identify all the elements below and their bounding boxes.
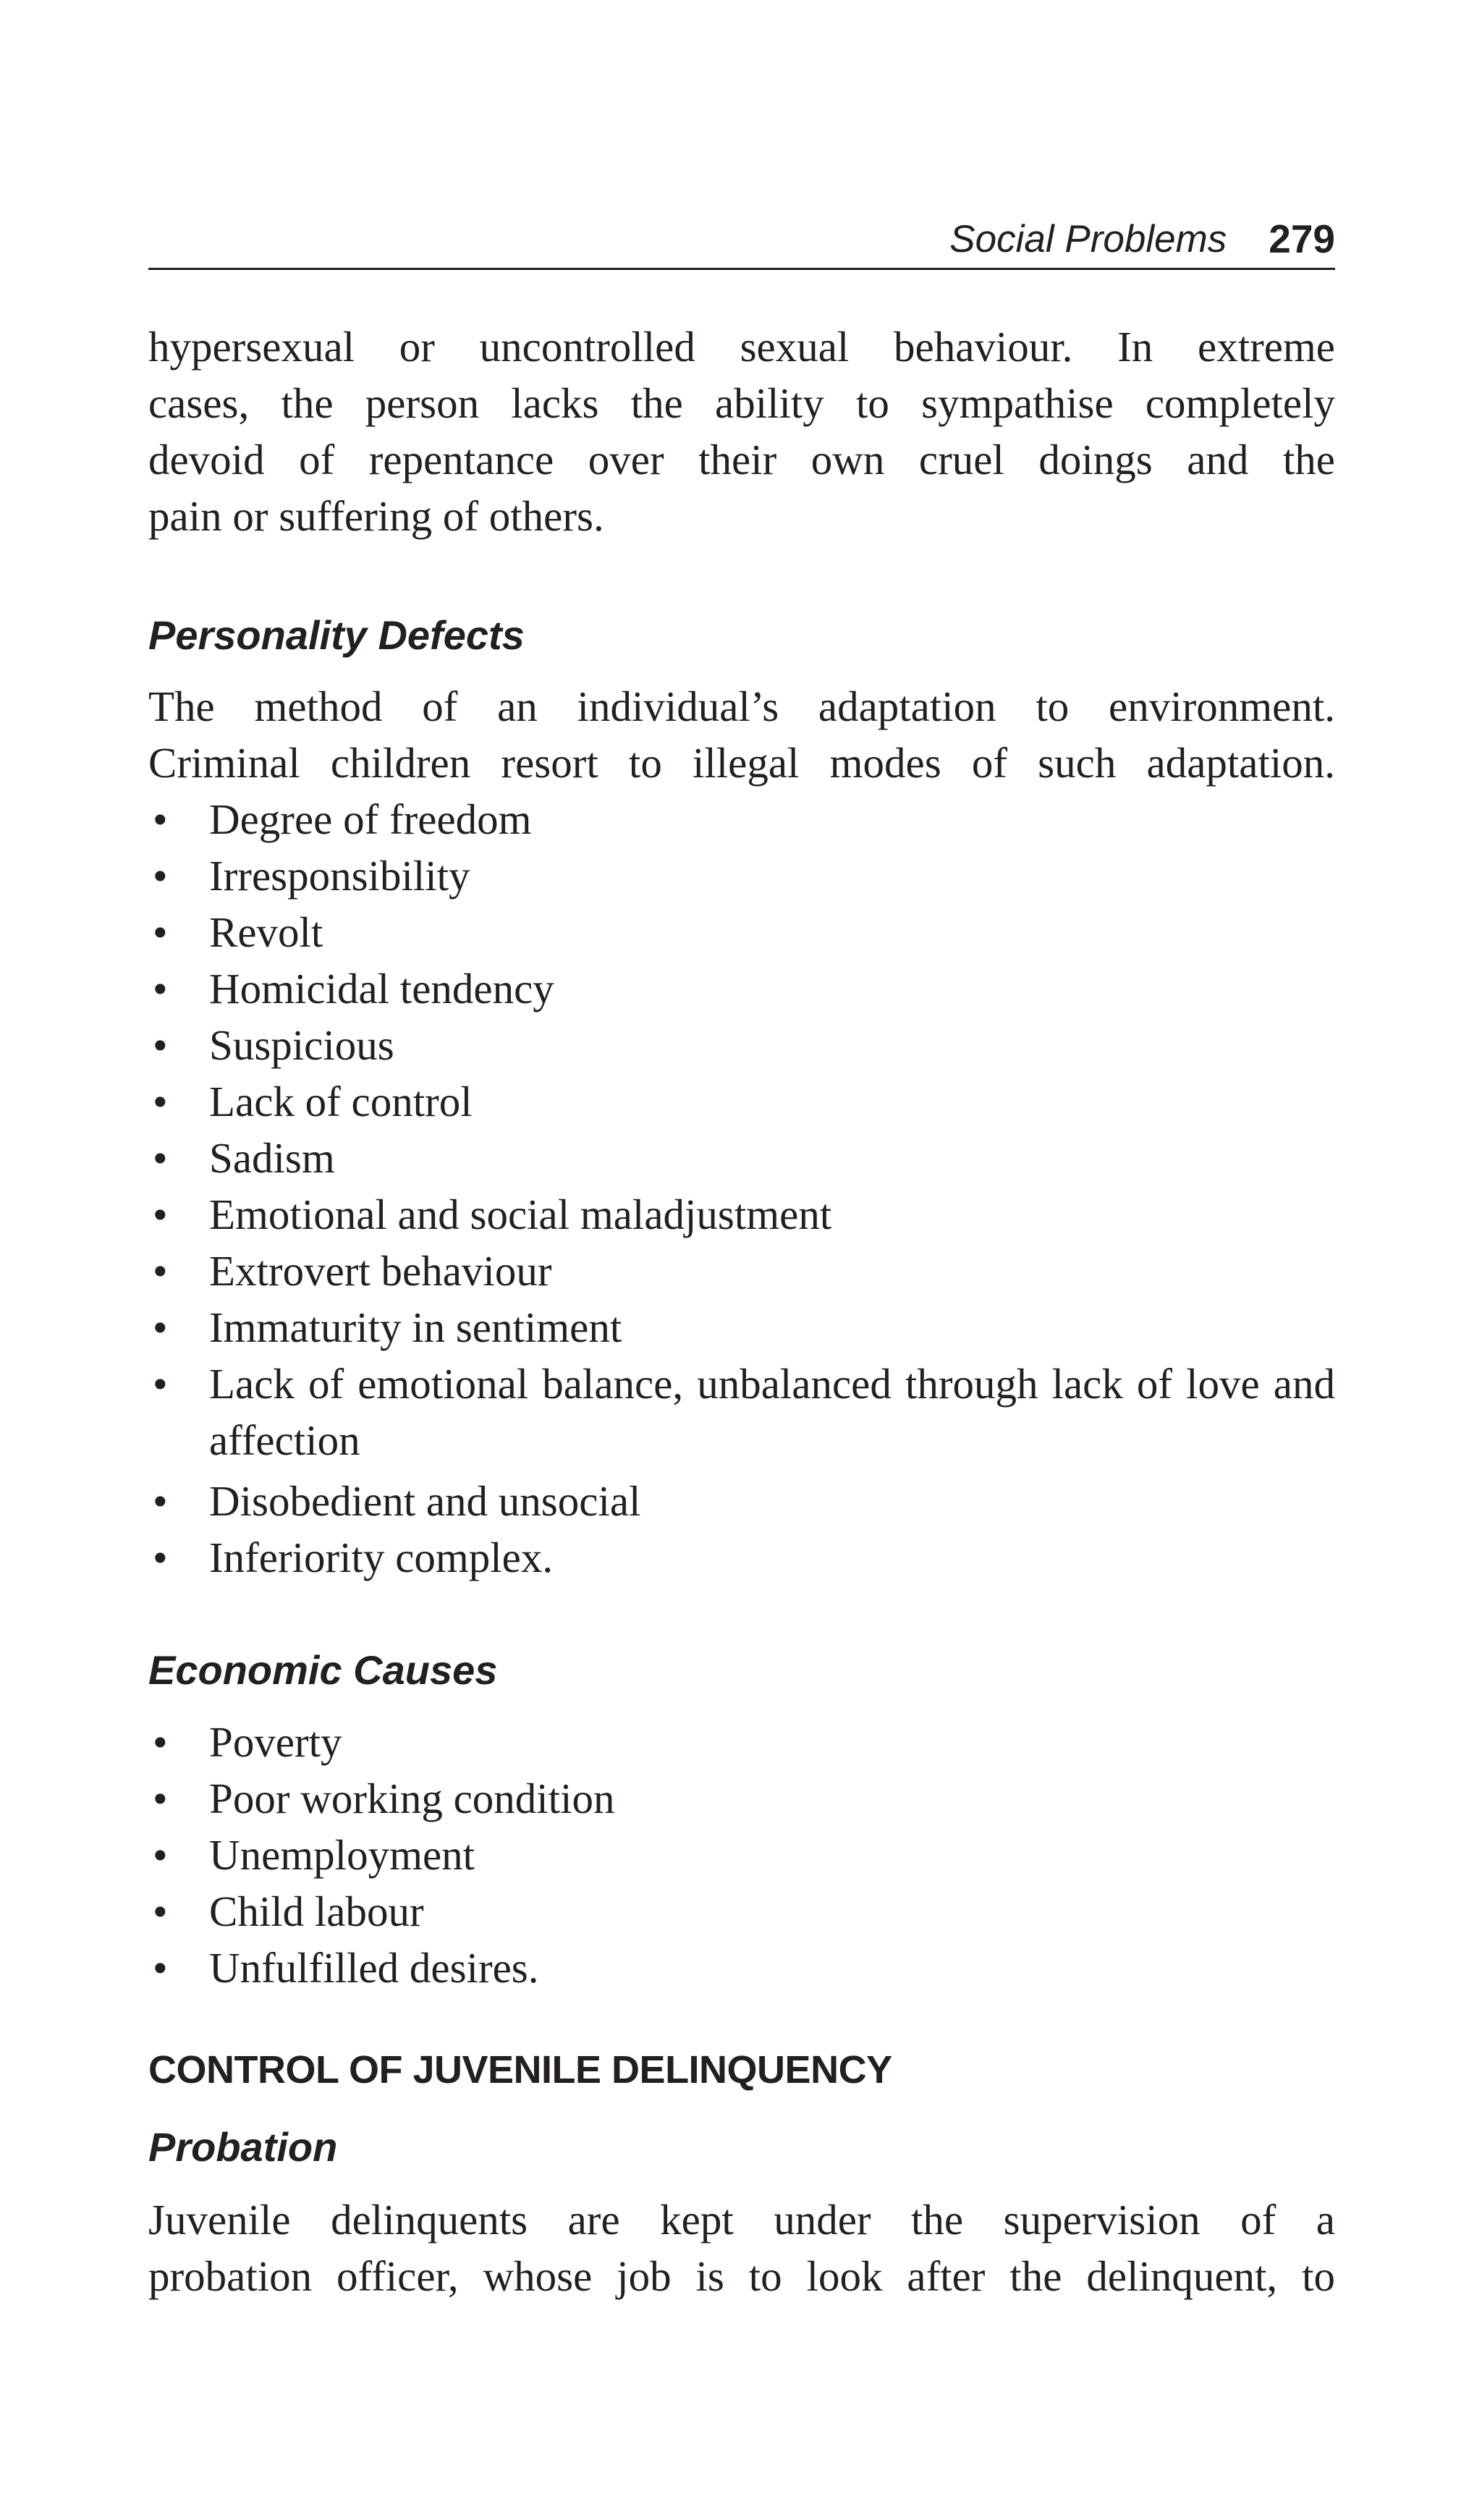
list-item: • Extrovert behaviour — [148, 1243, 1335, 1299]
intro-line: cases, the person lacks the ability to sympathise completely — [148, 379, 1335, 427]
intro-paragraph — [148, 318, 1335, 544]
list-item: • Inferiority complex. — [148, 1529, 1335, 1586]
probation-paragraph — [148, 2191, 1335, 2304]
running-head — [148, 210, 1335, 270]
list-item: • Sadism — [148, 1130, 1335, 1186]
list-item: • Disobedient and unsocial — [148, 1473, 1335, 1529]
list-item: • Poverty — [148, 1714, 1335, 1770]
probation-heading: Probation — [148, 2124, 338, 2170]
intro-line: devoid of repentance over their own cruel doings and the — [148, 436, 1335, 483]
personality-defects-list — [148, 791, 1335, 1586]
paragraph-line: Juvenile delinquents are kept under the supervision of a — [148, 2196, 1335, 2244]
list-item: • Lack of emotional balance, unbalanced through lack of love and affection — [148, 1356, 1335, 1468]
intro-line: hypersexual or uncontrolled sexual behaviour. In extreme — [148, 323, 1335, 371]
personality-defects-heading: Personality Defects — [148, 612, 525, 658]
list-item: • Emotional and social maladjustment — [148, 1186, 1335, 1243]
section-heading: CONTROL OF JUVENILE DELINQUENCY — [148, 2048, 892, 2092]
list-item: • Revolt — [148, 904, 1335, 960]
list-item: • Homicidal tendency — [148, 960, 1335, 1017]
list-item: • Unfulfilled desires. — [148, 1940, 1335, 1996]
personality-defects-paragraph — [148, 678, 1335, 791]
list-item: • Lack of control — [148, 1073, 1335, 1130]
economic-causes-heading: Economic Causes — [148, 1647, 498, 1693]
list-item: • Poor working condition — [148, 1770, 1335, 1827]
list-item: • Child labour — [148, 1883, 1335, 1940]
list-item: • Suspicious — [148, 1017, 1335, 1073]
running-head-title: Social Problems — [949, 217, 1227, 261]
list-item: • Unemployment — [148, 1827, 1335, 1883]
paragraph-line: probation officer, whose job is to look after the delinquent, to — [148, 2252, 1335, 2300]
list-item: • Degree of freedom — [148, 791, 1335, 847]
economic-causes-list — [148, 1714, 1335, 1996]
list-item: • Immaturity in sentiment — [148, 1299, 1335, 1356]
intro-line: pain or suffering of others. — [148, 492, 604, 540]
paragraph-line: Criminal children resort to illegal modes of such adaptation. — [148, 739, 1335, 787]
paragraph-line: The method of an individual’s adaptation to environment. — [148, 682, 1335, 730]
list-item: • Irresponsibility — [148, 847, 1335, 904]
page-number: 279 — [1269, 216, 1335, 261]
